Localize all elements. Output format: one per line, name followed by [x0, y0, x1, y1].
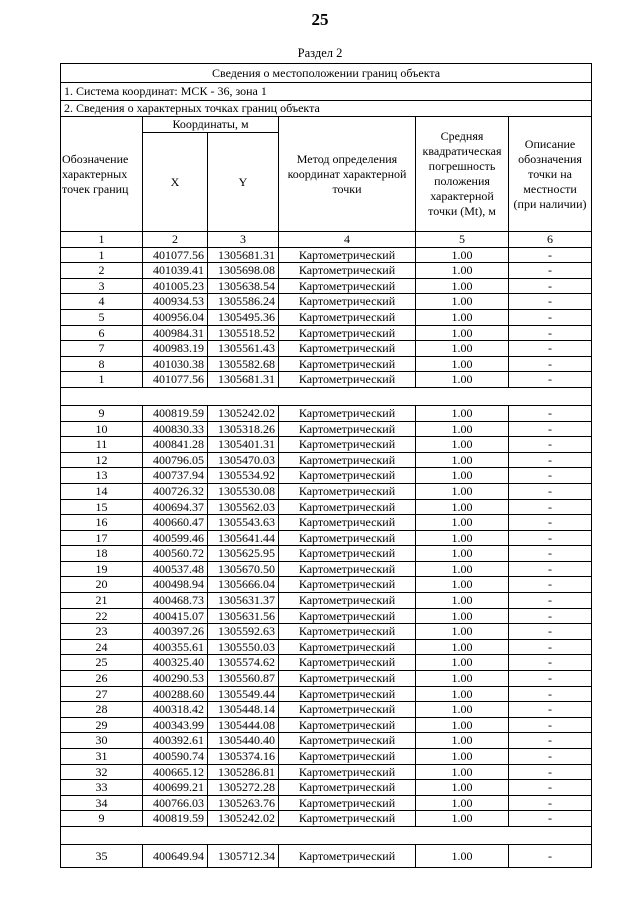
y-coordinate: 1305530.08 [208, 483, 279, 499]
description: - [509, 593, 592, 609]
y-coordinate: 1305625.95 [208, 546, 279, 562]
table-row [61, 372, 592, 388]
error-value: 1.00 [416, 577, 509, 593]
point-number: 9 [61, 811, 143, 827]
header-coords: Координаты, м [143, 117, 279, 133]
description: - [509, 294, 592, 310]
header-error: Средняя квадратическая погрешность положения характерной точки (Mt), м [416, 117, 509, 232]
method: Картометрический [279, 515, 416, 531]
point-number: 5 [61, 309, 143, 325]
description: - [509, 325, 592, 341]
description: - [509, 780, 592, 796]
x-coordinate: 400699.21 [143, 780, 208, 796]
table-row [61, 577, 592, 593]
table-row [61, 624, 592, 640]
description: - [509, 795, 592, 811]
y-coordinate: 1305550.03 [208, 639, 279, 655]
point-number: 29 [61, 717, 143, 733]
x-coordinate: 400290.53 [143, 671, 208, 687]
method: Картометрический [279, 717, 416, 733]
x-coordinate: 400590.74 [143, 749, 208, 765]
x-coordinate: 401039.41 [143, 263, 208, 279]
separator-cell [61, 826, 592, 844]
method: Картометрический [279, 546, 416, 562]
method: Картометрический [279, 421, 416, 437]
method: Картометрический [279, 325, 416, 341]
point-number: 1 [61, 247, 143, 263]
y-coordinate: 1305592.63 [208, 624, 279, 640]
method: Картометрический [279, 499, 416, 515]
x-coordinate: 400355.61 [143, 639, 208, 655]
header-row-1 [61, 117, 592, 133]
y-coordinate: 1305242.02 [208, 811, 279, 827]
y-coordinate: 1305518.52 [208, 325, 279, 341]
table-row [61, 749, 592, 765]
description: - [509, 278, 592, 294]
y-coordinate: 1305698.08 [208, 263, 279, 279]
y-coordinate: 1305444.08 [208, 717, 279, 733]
y-coordinate: 1305681.31 [208, 372, 279, 388]
method: Картометрический [279, 577, 416, 593]
x-coordinate: 400560.72 [143, 546, 208, 562]
x-coordinate: 401005.23 [143, 278, 208, 294]
description: - [509, 356, 592, 372]
y-coordinate: 1305440.40 [208, 733, 279, 749]
y-coordinate: 1305574.62 [208, 655, 279, 671]
boundary-table [60, 63, 592, 868]
description: - [509, 608, 592, 624]
description: - [509, 844, 592, 867]
point-number: 34 [61, 795, 143, 811]
description: - [509, 437, 592, 453]
point-number: 16 [61, 515, 143, 531]
header-designation: Обозначение характерных точек границ [61, 117, 143, 232]
points-title: 2. Сведения о характерных точках границ объекта [61, 101, 592, 117]
x-coordinate: 400737.94 [143, 468, 208, 484]
error-value: 1.00 [416, 421, 509, 437]
table-row [61, 795, 592, 811]
y-coordinate: 1305470.03 [208, 452, 279, 468]
y-coordinate: 1305681.31 [208, 247, 279, 263]
point-number: 20 [61, 577, 143, 593]
error-value: 1.00 [416, 356, 509, 372]
table-row [61, 278, 592, 294]
x-coordinate: 400343.99 [143, 717, 208, 733]
point-number: 6 [61, 325, 143, 341]
y-coordinate: 1305242.02 [208, 405, 279, 421]
method: Картометрический [279, 844, 416, 867]
description: - [509, 561, 592, 577]
method: Картометрический [279, 764, 416, 780]
method: Картометрический [279, 639, 416, 655]
table-row [61, 764, 592, 780]
error-value: 1.00 [416, 561, 509, 577]
table-row [61, 608, 592, 624]
error-value: 1.00 [416, 780, 509, 796]
description: - [509, 733, 592, 749]
table-row [61, 247, 592, 263]
point-number: 17 [61, 530, 143, 546]
point-number: 35 [61, 844, 143, 867]
method: Картометрический [279, 247, 416, 263]
error-value: 1.00 [416, 468, 509, 484]
method: Картометрический [279, 686, 416, 702]
y-coordinate: 1305562.03 [208, 499, 279, 515]
point-number: 12 [61, 452, 143, 468]
table-row [61, 421, 592, 437]
x-coordinate: 400392.61 [143, 733, 208, 749]
error-value: 1.00 [416, 263, 509, 279]
error-value: 1.00 [416, 686, 509, 702]
table-row [61, 780, 592, 796]
description: - [509, 577, 592, 593]
y-coordinate: 1305712.34 [208, 844, 279, 867]
point-number: 28 [61, 702, 143, 718]
x-coordinate: 400498.94 [143, 577, 208, 593]
method: Картометрический [279, 795, 416, 811]
x-coordinate: 400415.07 [143, 608, 208, 624]
x-coordinate: 400841.28 [143, 437, 208, 453]
y-coordinate: 1305263.76 [208, 795, 279, 811]
x-coordinate: 400766.03 [143, 795, 208, 811]
column-number: 2 [143, 232, 208, 248]
x-coordinate: 400397.26 [143, 624, 208, 640]
method: Картометрический [279, 309, 416, 325]
table-row [61, 593, 592, 609]
point-number: 7 [61, 341, 143, 357]
point-number: 21 [61, 593, 143, 609]
method: Картометрический [279, 593, 416, 609]
x-coordinate: 400819.59 [143, 811, 208, 827]
method: Картометрический [279, 341, 416, 357]
y-coordinate: 1305401.31 [208, 437, 279, 453]
description: - [509, 686, 592, 702]
column-number: 6 [509, 232, 592, 248]
y-coordinate: 1305495.36 [208, 309, 279, 325]
error-value: 1.00 [416, 733, 509, 749]
error-value: 1.00 [416, 546, 509, 562]
method: Картометрический [279, 608, 416, 624]
column-number: 1 [61, 232, 143, 248]
x-coordinate: 400934.53 [143, 294, 208, 310]
error-value: 1.00 [416, 452, 509, 468]
description: - [509, 811, 592, 827]
table-row [61, 717, 592, 733]
y-coordinate: 1305272.28 [208, 780, 279, 796]
table-row [61, 702, 592, 718]
table-title: Сведения о местоположении границ объекта [61, 64, 592, 83]
method: Картометрический [279, 437, 416, 453]
table-body [61, 64, 592, 868]
x-coordinate: 400726.32 [143, 483, 208, 499]
table-row [61, 530, 592, 546]
description: - [509, 702, 592, 718]
point-number: 24 [61, 639, 143, 655]
point-number: 23 [61, 624, 143, 640]
column-number: 3 [208, 232, 279, 248]
table-row [61, 356, 592, 372]
error-value: 1.00 [416, 749, 509, 765]
method: Картометрический [279, 483, 416, 499]
description: - [509, 405, 592, 421]
description: - [509, 499, 592, 515]
y-coordinate: 1305631.56 [208, 608, 279, 624]
error-value: 1.00 [416, 624, 509, 640]
point-number: 8 [61, 356, 143, 372]
point-number: 13 [61, 468, 143, 484]
x-coordinate: 400649.94 [143, 844, 208, 867]
point-number: 22 [61, 608, 143, 624]
description: - [509, 452, 592, 468]
column-number: 4 [279, 232, 416, 248]
error-value: 1.00 [416, 717, 509, 733]
table-row [61, 294, 592, 310]
error-value: 1.00 [416, 764, 509, 780]
table-row [61, 561, 592, 577]
description: - [509, 530, 592, 546]
x-coordinate: 400956.04 [143, 309, 208, 325]
table-row [61, 811, 592, 827]
description: - [509, 372, 592, 388]
header-description: Описание обозначения точки на местности (при наличии) [509, 117, 592, 232]
method: Картометрический [279, 263, 416, 279]
column-numbers-row [61, 232, 592, 248]
page-number: 25 [311, 10, 329, 29]
table-row [61, 437, 592, 453]
point-number: 10 [61, 421, 143, 437]
x-coordinate: 400468.73 [143, 593, 208, 609]
error-value: 1.00 [416, 844, 509, 867]
point-number: 26 [61, 671, 143, 687]
point-number: 27 [61, 686, 143, 702]
method: Картометрический [279, 702, 416, 718]
x-coordinate: 400537.48 [143, 561, 208, 577]
error-value: 1.00 [416, 278, 509, 294]
table-row [61, 499, 592, 515]
table-row [61, 546, 592, 562]
description: - [509, 341, 592, 357]
description: - [509, 624, 592, 640]
error-value: 1.00 [416, 811, 509, 827]
y-coordinate: 1305448.14 [208, 702, 279, 718]
x-coordinate: 400288.60 [143, 686, 208, 702]
table-row [61, 325, 592, 341]
table-row [61, 844, 592, 867]
error-value: 1.00 [416, 294, 509, 310]
point-number: 18 [61, 546, 143, 562]
method: Картометрический [279, 405, 416, 421]
y-coordinate: 1305586.24 [208, 294, 279, 310]
x-coordinate: 401077.56 [143, 372, 208, 388]
separator-cell [61, 387, 592, 405]
description: - [509, 717, 592, 733]
table-row [61, 671, 592, 687]
error-value: 1.00 [416, 372, 509, 388]
column-number: 5 [416, 232, 509, 248]
error-value: 1.00 [416, 639, 509, 655]
description: - [509, 263, 592, 279]
method: Картометрический [279, 294, 416, 310]
y-coordinate: 1305670.50 [208, 561, 279, 577]
method: Картометрический [279, 468, 416, 484]
point-number: 14 [61, 483, 143, 499]
table-row [61, 452, 592, 468]
x-coordinate: 400983.19 [143, 341, 208, 357]
point-number: 1 [61, 372, 143, 388]
point-number: 15 [61, 499, 143, 515]
x-coordinate: 400599.46 [143, 530, 208, 546]
table-row [61, 263, 592, 279]
table-row [61, 686, 592, 702]
error-value: 1.00 [416, 795, 509, 811]
table-row [61, 733, 592, 749]
error-value: 1.00 [416, 515, 509, 531]
separator-row [61, 826, 592, 844]
x-coordinate: 400694.37 [143, 499, 208, 515]
point-number: 33 [61, 780, 143, 796]
table-row [61, 483, 592, 499]
x-coordinate: 400665.12 [143, 764, 208, 780]
table-row [61, 309, 592, 325]
method: Картометрический [279, 356, 416, 372]
point-number: 2 [61, 263, 143, 279]
error-value: 1.00 [416, 437, 509, 453]
table-row [61, 655, 592, 671]
description: - [509, 546, 592, 562]
description: - [509, 764, 592, 780]
table-row [61, 341, 592, 357]
y-coordinate: 1305561.43 [208, 341, 279, 357]
y-coordinate: 1305638.54 [208, 278, 279, 294]
coord-system: 1. Система координат: МСК - 36, зона 1 [61, 83, 592, 101]
point-number: 25 [61, 655, 143, 671]
error-value: 1.00 [416, 309, 509, 325]
error-value: 1.00 [416, 325, 509, 341]
x-coordinate: 400830.33 [143, 421, 208, 437]
description: - [509, 421, 592, 437]
table-row [61, 515, 592, 531]
header-x: X [143, 133, 208, 232]
description: - [509, 515, 592, 531]
description: - [509, 639, 592, 655]
separator-row [61, 387, 592, 405]
x-coordinate: 400325.40 [143, 655, 208, 671]
method: Картометрический [279, 671, 416, 687]
error-value: 1.00 [416, 341, 509, 357]
point-number: 4 [61, 294, 143, 310]
y-coordinate: 1305286.81 [208, 764, 279, 780]
y-coordinate: 1305582.68 [208, 356, 279, 372]
method: Картометрический [279, 530, 416, 546]
description: - [509, 247, 592, 263]
error-value: 1.00 [416, 655, 509, 671]
title-row [61, 64, 592, 83]
x-coordinate: 400819.59 [143, 405, 208, 421]
error-value: 1.00 [416, 593, 509, 609]
x-coordinate: 401030.38 [143, 356, 208, 372]
table-row [61, 468, 592, 484]
error-value: 1.00 [416, 247, 509, 263]
point-number: 11 [61, 437, 143, 453]
point-number: 9 [61, 405, 143, 421]
point-number: 31 [61, 749, 143, 765]
method: Картометрический [279, 561, 416, 577]
method: Картометрический [279, 780, 416, 796]
table-row [61, 639, 592, 655]
description: - [509, 671, 592, 687]
coord-system-row [61, 83, 592, 101]
error-value: 1.00 [416, 483, 509, 499]
description: - [509, 483, 592, 499]
method: Картометрический [279, 733, 416, 749]
error-value: 1.00 [416, 608, 509, 624]
error-value: 1.00 [416, 405, 509, 421]
y-coordinate: 1305631.37 [208, 593, 279, 609]
points-title-row [61, 101, 592, 117]
description: - [509, 655, 592, 671]
method: Картометрический [279, 749, 416, 765]
x-coordinate: 400984.31 [143, 325, 208, 341]
y-coordinate: 1305534.92 [208, 468, 279, 484]
method: Картометрический [279, 655, 416, 671]
point-number: 19 [61, 561, 143, 577]
method: Картометрический [279, 278, 416, 294]
y-coordinate: 1305666.04 [208, 577, 279, 593]
error-value: 1.00 [416, 702, 509, 718]
section-title: Раздел 2 [297, 46, 343, 60]
error-value: 1.00 [416, 499, 509, 515]
error-value: 1.00 [416, 530, 509, 546]
y-coordinate: 1305560.87 [208, 671, 279, 687]
y-coordinate: 1305549.44 [208, 686, 279, 702]
y-coordinate: 1305543.63 [208, 515, 279, 531]
y-coordinate: 1305641.44 [208, 530, 279, 546]
y-coordinate: 1305374.16 [208, 749, 279, 765]
x-coordinate: 400660.47 [143, 515, 208, 531]
table-row [61, 405, 592, 421]
x-coordinate: 400796.05 [143, 452, 208, 468]
x-coordinate: 401077.56 [143, 247, 208, 263]
method: Картометрический [279, 452, 416, 468]
description: - [509, 749, 592, 765]
method: Картометрический [279, 624, 416, 640]
description: - [509, 309, 592, 325]
method: Картометрический [279, 372, 416, 388]
point-number: 32 [61, 764, 143, 780]
x-coordinate: 400318.42 [143, 702, 208, 718]
error-value: 1.00 [416, 671, 509, 687]
method: Картометрический [279, 811, 416, 827]
header-y: Y [208, 133, 279, 232]
header-method: Метод определения координат характерной точки [279, 117, 416, 232]
point-number: 30 [61, 733, 143, 749]
description: - [509, 468, 592, 484]
y-coordinate: 1305318.26 [208, 421, 279, 437]
point-number: 3 [61, 278, 143, 294]
